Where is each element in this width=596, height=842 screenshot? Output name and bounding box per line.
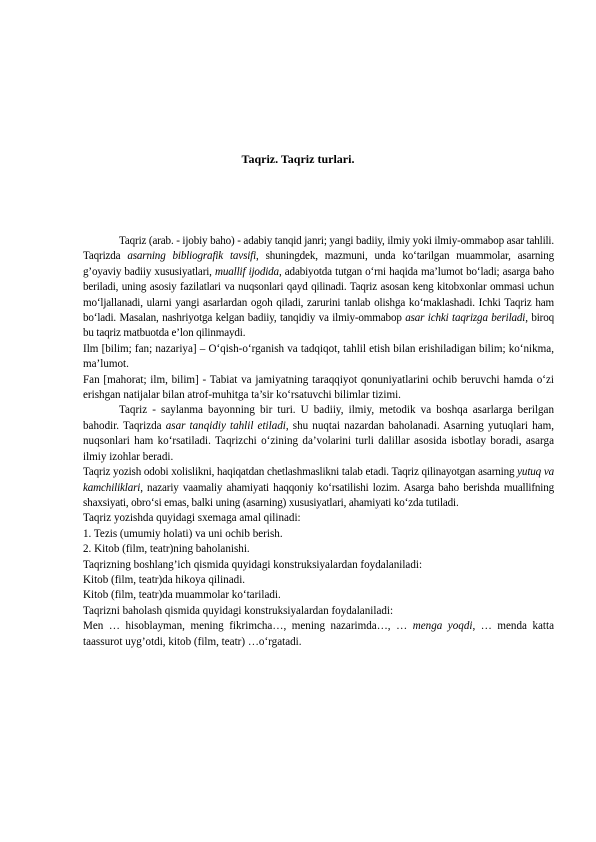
text-run: , biroq bu taqriz matbuotda e’lon qilinmaydi. bbox=[83, 312, 554, 340]
italic-text: menga yoqdi bbox=[412, 620, 473, 633]
paragraph bbox=[83, 558, 554, 573]
paragraph bbox=[83, 542, 554, 557]
text-run: Kitob (film, teatr)da muammolar ko‘tariladi. bbox=[83, 589, 281, 602]
text-run: , shu nuqtai nazardan baholanadi. Asarning yutuqlari ham, nuqsonlari ham ko‘rsatiladi. Taqrizchi o‘zining da’volarini turli dalillar asosida isbotlay boradi, asarga ilmiy izohlar beradi. bbox=[83, 419, 554, 463]
paragraph bbox=[83, 604, 554, 619]
text-run: Taqriz (arab. - ijobiy baho) - adabiy tanqid janri; yangi badiiy, ilmiy yoki ilmiy-ommabop asar tahlili. Taqrizda bbox=[83, 235, 554, 263]
italic-text: asar ichki taqrizga beriladi bbox=[405, 312, 526, 325]
text-run: Men … hisoblayman, mening fikrimcha…, mening nazarimda…, … bbox=[83, 620, 413, 633]
text-run: , nazariy vaamaliy ahamiyati haqqoniy ko‘rsatilishi lozim. Asarga baho berishda muallifning shaxsiyati, obro‘si emas, balki uning (asarning) xususiyatlari, ahamiyati ko‘zda tutiladi. bbox=[83, 481, 554, 509]
paragraph bbox=[83, 573, 554, 588]
text-run: Taqriz - saylanma bayonning bir turi. U badiiy, ilmiy, metodik va boshqa asarlarga berilgan bahodir. Taqrizda bbox=[83, 404, 554, 432]
text-run: Taqrizni baholash qismida quyidagi konstruksiyalardan foydalaniladi: bbox=[83, 604, 394, 617]
page-title: Taqriz. Taqriz turlari. bbox=[241, 152, 355, 166]
paragraph bbox=[83, 373, 554, 404]
paragraph bbox=[83, 588, 554, 603]
text-run: Fan [mahorat; ilm, bilim] - Tabiat va jamiyatning taraqqiyot qonuniyatlarini ochib beruvchi hamda o‘zi erishgan natijalar bilan atrof-muhitga ta’sir ko‘rsatuvchi bilimlar tizimi. bbox=[83, 373, 554, 402]
paragraph bbox=[83, 619, 554, 650]
text-run: Taqrizning boshlang’ich qismida quyidagi konstruksiyalardan foydalaniladi: bbox=[83, 558, 423, 571]
italic-text: muallif ijodida bbox=[215, 265, 279, 278]
text-run: , adabiyotda tutgan o‘rni haqida ma’lumot bo‘ladi; asarga baho beriladi, uning asosiy fazilatlari va nuqsonlari qayd qilinadi. Taqriz asosan keng kitobxonlar ommasi uchun mo‘ljallanadi, ularni yangi asarlardan ogoh qiladi, zarurini tanlab olishga ko‘maklashadi. Ichki Taqriz ham bo‘ladi. Masalan, nashriyotga kelgan badiiy, tanqidiy va ilmiy-ommabop bbox=[83, 265, 554, 325]
paragraph bbox=[83, 342, 554, 373]
italic-text: yutuq va kamchiliklari bbox=[83, 466, 555, 494]
text-run: 1. Tezis (umumiy holati) va uni ochib berish. bbox=[83, 527, 283, 540]
italic-text: asar tanqidiy tahlil etiladi bbox=[165, 419, 286, 432]
paragraph bbox=[83, 527, 554, 542]
text-run: , shuningdek, mazmuni, unda ko‘tarilgan muammolar, asarning g’oyaviy badiiy xususiyatlari, bbox=[83, 250, 554, 278]
document-body bbox=[83, 234, 554, 650]
paragraph bbox=[83, 511, 554, 526]
paragraph bbox=[83, 234, 554, 342]
paragraph bbox=[83, 465, 554, 511]
text-run: Taqriz yozish odobi xolislikni, haqiqatdan chetlashmaslikni talab etadi. Taqriz qilinayotgan asarning bbox=[83, 466, 518, 479]
paragraph bbox=[83, 403, 554, 465]
text-run: 2. Kitob (film, teatr)ning baholanishi. bbox=[83, 543, 250, 556]
italic-text: asarning bibliografik tavsifi bbox=[127, 250, 257, 263]
text-run: Taqriz yozishda quyidagi sxemaga amal qilinadi: bbox=[83, 512, 301, 525]
text-run: Ilm [bilim; fan; nazariya] – O‘qish-o‘rganish va tadqiqot, tahlil etish bilan erishiladigan bilim; ko‘nikma, ma’lumot. bbox=[83, 342, 554, 371]
text-run: , … menda katta taassurot uyg’otdi, kitob (film, teatr) …o‘rgatadi. bbox=[83, 620, 555, 648]
text-run: Kitob (film, teatr)da hikoya qilinadi. bbox=[83, 573, 246, 586]
